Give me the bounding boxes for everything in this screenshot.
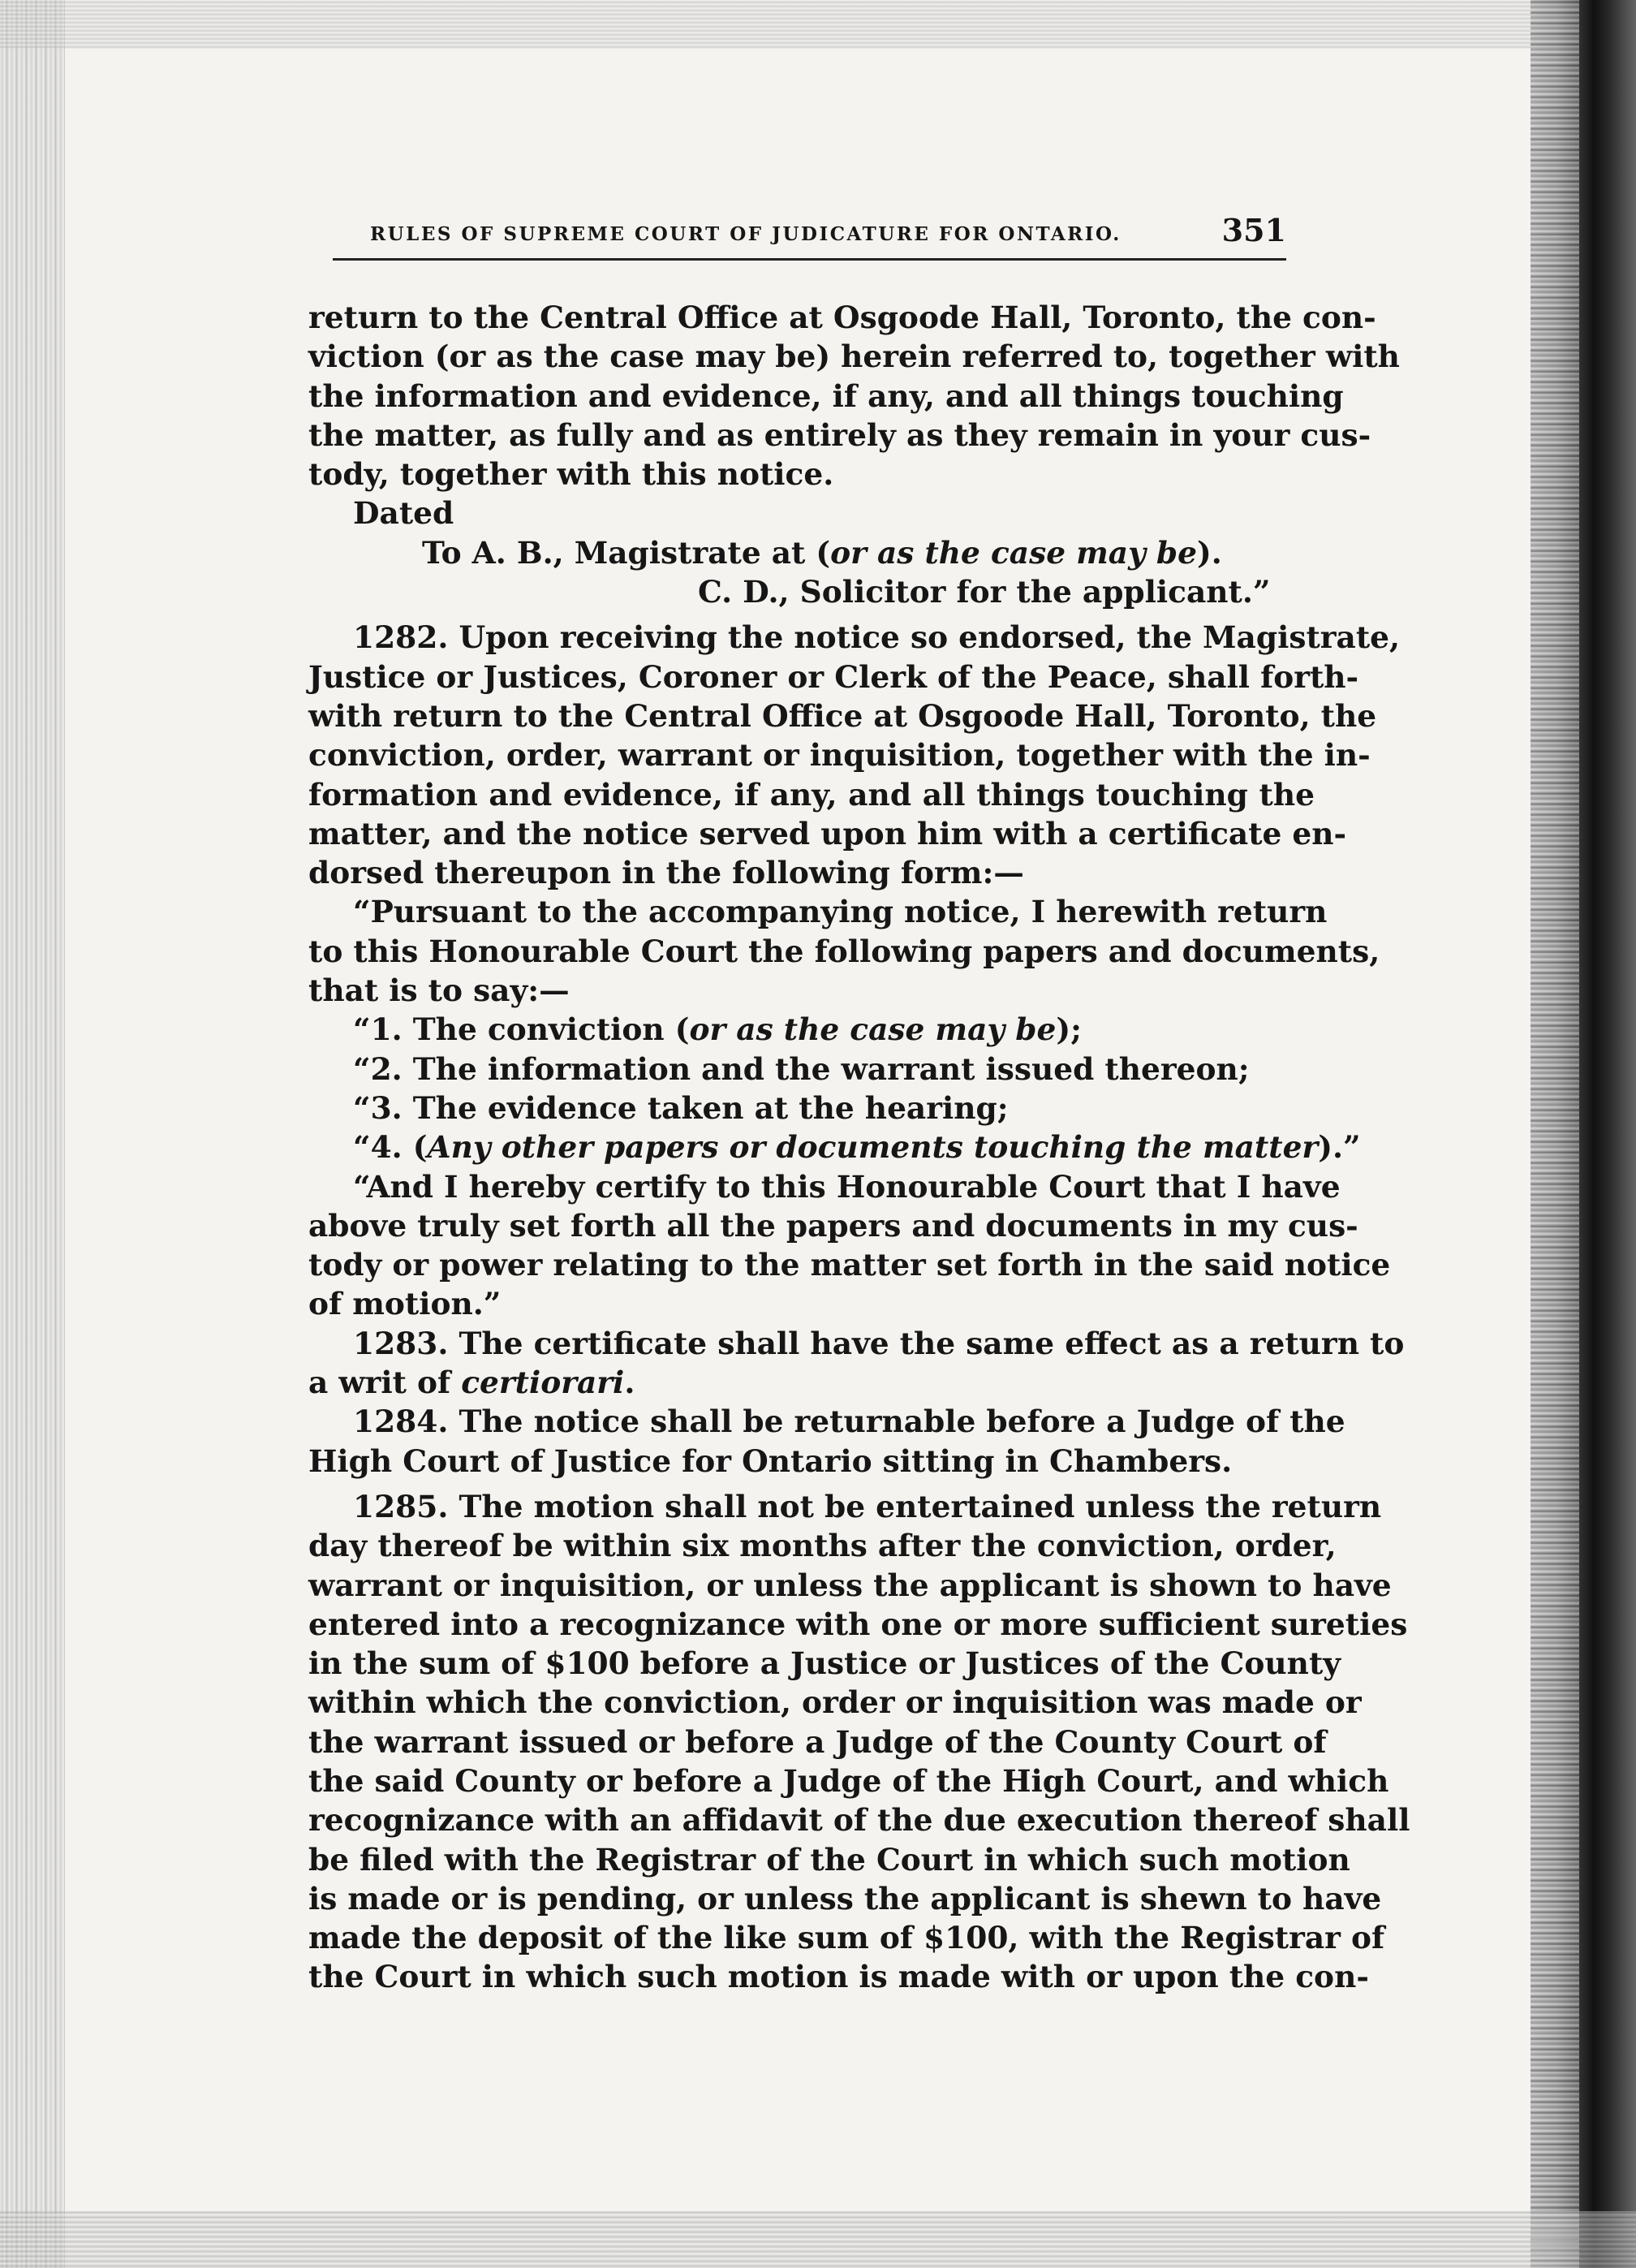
rule-1285-line: in the sum of $100 before a Justice or Justices of the County — [308, 1645, 1341, 1682]
rule-1285-line: the said County or before a Judge of the High Court, and which — [308, 1762, 1389, 1799]
form-line: “Pursuant to the accompanying notice, I herewith return — [353, 894, 1328, 930]
running-title: RULES OF SUPREME COURT OF JUDICATURE FOR ONTARIO. — [370, 223, 1122, 245]
form-item-2: “2. The information and the warrant issued thereon; — [353, 1050, 1250, 1087]
scan-edge-top — [0, 0, 1636, 49]
rule-1285-line: be filed with the Registrar of the Court in which such motion — [308, 1841, 1350, 1878]
rule-1285-line: within which the conviction, order or inquisition was made or — [308, 1684, 1362, 1721]
text-line: the matter, as fully and as entirely as they remain in your cus- — [308, 416, 1371, 453]
scan-edge-bottom — [0, 2211, 1636, 2268]
form-item-1: “1. The conviction (or as the case may be); — [353, 1011, 1082, 1048]
header-rule — [333, 258, 1286, 261]
rule-1285-line: recognizance with an affidavit of the due execution thereof shall — [308, 1802, 1410, 1839]
text-line: tody, together with this notice. — [308, 456, 834, 493]
signature-line: C. D., Solicitor for the applicant.” — [698, 574, 1271, 610]
rule-1285-line: made the deposit of the like sum of $100, with the Registrar of — [308, 1920, 1385, 1956]
scan-edge-left — [0, 0, 65, 2268]
form-line: to this Honourable Court the following papers and documents, — [308, 933, 1380, 969]
page-body — [308, 298, 1410, 1997]
rule-1283-line: 1283. The certificate shall have the same effect as a return to — [353, 1325, 1405, 1361]
scan-edge-right — [1531, 0, 1636, 2268]
rule-1282-line: conviction, order, warrant or inquisition, together with the in- — [308, 737, 1371, 774]
text-line: return to the Central Office at Osgoode Hall, Toronto, the con- — [308, 300, 1376, 335]
rule-1282-line: Justice or Justices, Coroner or Clerk of the Peace, shall forth- — [308, 658, 1359, 695]
rule-1285-line: the warrant issued or before a Judge of the County Court of — [308, 1723, 1327, 1760]
certify-line: tody or power relating to the matter set forth in the said notice — [308, 1247, 1391, 1283]
rule-1284-line: 1284. The notice shall be returnable before a Judge of the — [353, 1403, 1345, 1440]
addressee-line: To A. B., Magistrate at (or as the case may be). — [422, 534, 1222, 571]
rule-1285-line: day thereof be within six months after the conviction, order, — [308, 1528, 1337, 1564]
rule-1282-line: matter, and the notice served upon him with a certificate en- — [308, 815, 1347, 852]
rule-1285-line: warrant or inquisition, or unless the applicant is shown to have — [308, 1567, 1392, 1603]
rule-1282-line: with return to the Central Office at Osgoode Hall, Toronto, the — [308, 697, 1377, 734]
book-page — [308, 207, 1410, 1995]
certify-line: “And I hereby certify to this Honourable Court that I have — [353, 1168, 1341, 1205]
page-header — [308, 207, 1315, 248]
page-number: 351 — [1221, 212, 1286, 248]
rule-1283-line: a writ of certiorari. — [308, 1365, 635, 1401]
rule-1285-line: 1285. The motion shall not be entertained unless the return — [353, 1488, 1382, 1524]
certify-line: above truly set forth all the papers and documents in my cus- — [308, 1207, 1358, 1244]
rule-1282-line: dorsed thereupon in the following form:— — [308, 855, 1024, 891]
rule-1285-line: the Court in which such motion is made with or upon the con- — [308, 1959, 1369, 1995]
rule-1282-line: 1282. Upon receiving the notice so endorsed, the Magistrate, — [353, 619, 1401, 656]
rule-1282-line: formation and evidence, if any, and all things touching the — [308, 776, 1315, 813]
text-line: viction (or as the case may be) herein referred to, together with — [308, 338, 1400, 375]
rule-1284-line: High Court of Justice for Ontario sitting in Chambers. — [308, 1442, 1233, 1479]
form-item-4: “4. (Any other papers or documents touching the matter).” — [353, 1129, 1361, 1166]
rule-1285-line: is made or is pending, or unless the applicant is shewn to have — [308, 1880, 1382, 1917]
form-line: that is to say:— — [308, 972, 570, 1009]
certify-line: of motion.” — [308, 1286, 502, 1322]
dated-line: Dated — [353, 495, 454, 532]
text-line: the information and evidence, if any, and all things touching — [308, 377, 1344, 414]
form-item-3: “3. The evidence taken at the hearing; — [353, 1089, 1009, 1126]
rule-1285-line: entered into a recognizance with one or more sufficient sureties — [308, 1606, 1408, 1642]
